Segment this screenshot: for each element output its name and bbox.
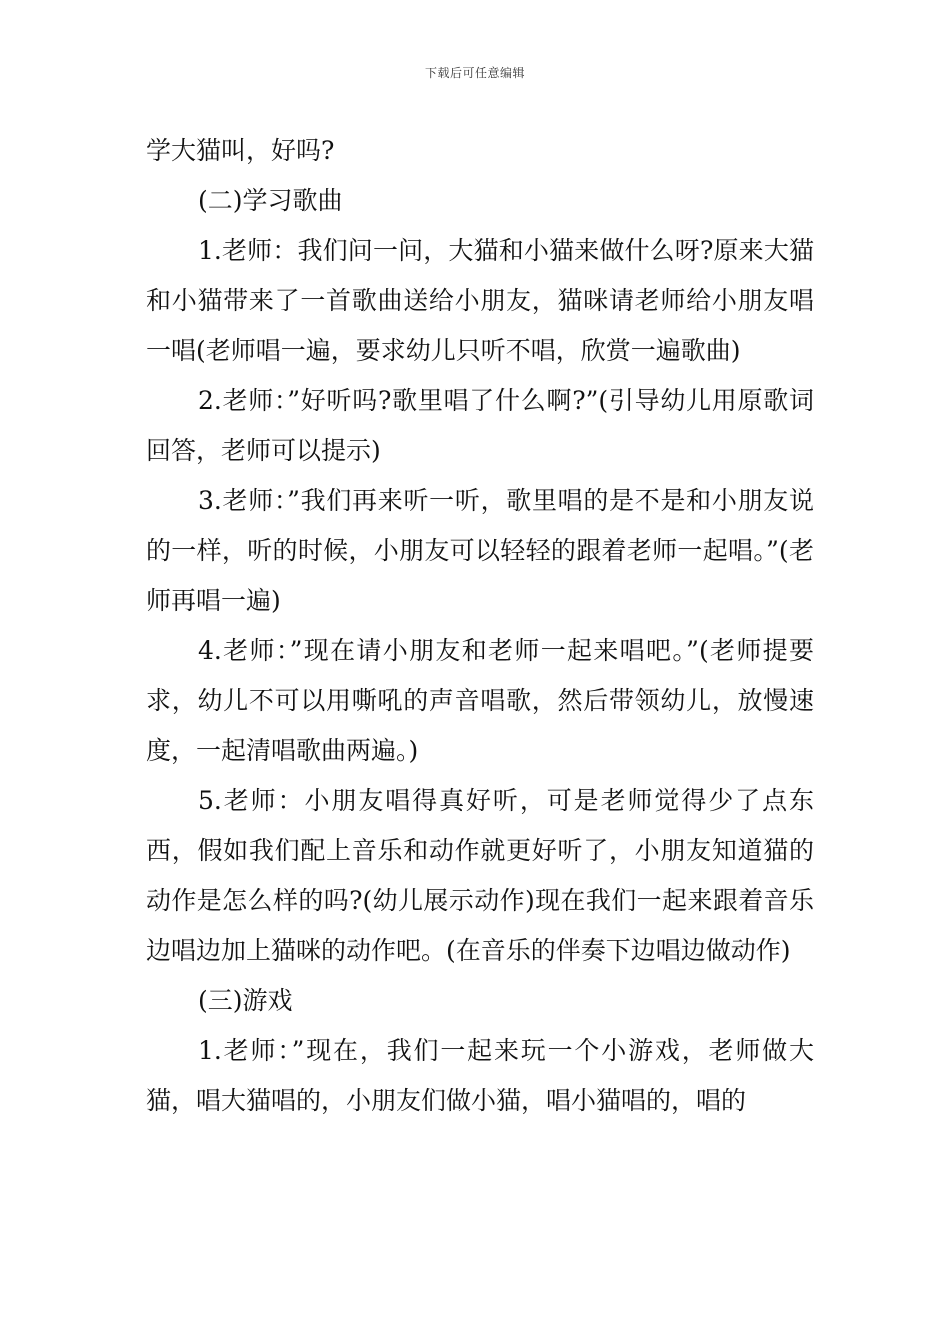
paragraph: 4.老师：”现在请小朋友和老师一起来唱吧。”(老师提要求，幼儿不可以用嘶吼的声音唱歌，然后带领幼儿，放慢速度，一起清唱歌曲两遍。): [146, 636, 814, 765]
paragraph: 2.老师：”好听吗?歌里唱了什么啊?”(引导幼儿用原歌词回答，老师可以提示): [146, 386, 814, 465]
paragraph: 1.老师：”现在，我们一起来玩一个小游戏，老师做大猫，唱大猫唱的，小朋友们做小猫，唱小猫唱的，唱的: [146, 1036, 814, 1115]
section-heading: (二)学习歌曲: [198, 186, 343, 215]
paragraph: 5.老师：小朋友唱得真好听，可是老师觉得少了点东西，假如我们配上音乐和动作就更好听了，小朋友知道猫的动作是怎么样的吗?(幼儿展示动作)现在我们一起来跟着音乐边唱边加上猫咪的动作吧。(在音乐的伴奏下边唱边做动作): [146, 786, 814, 965]
paragraph: 1.老师：我们问一问，大猫和小猫来做什么呀?原来大猫和小猫带来了一首歌曲送给小朋友，猫咪请老师给小朋友唱一唱(老师唱一遍，要求幼儿只听不唱，欣赏一遍歌曲): [146, 236, 814, 365]
paragraph: 3.老师：”我们再来听一听，歌里唱的是不是和小朋友说的一样，听的时候，小朋友可以轻轻的跟着老师一起唱。”(老师再唱一遍): [146, 486, 814, 615]
paragraph: 学大猫叫，好吗?: [146, 136, 335, 165]
page-header: 下载后可任意编辑: [424, 66, 525, 80]
document-body: [146, 126, 814, 1126]
section-heading: (三)游戏: [198, 986, 293, 1015]
